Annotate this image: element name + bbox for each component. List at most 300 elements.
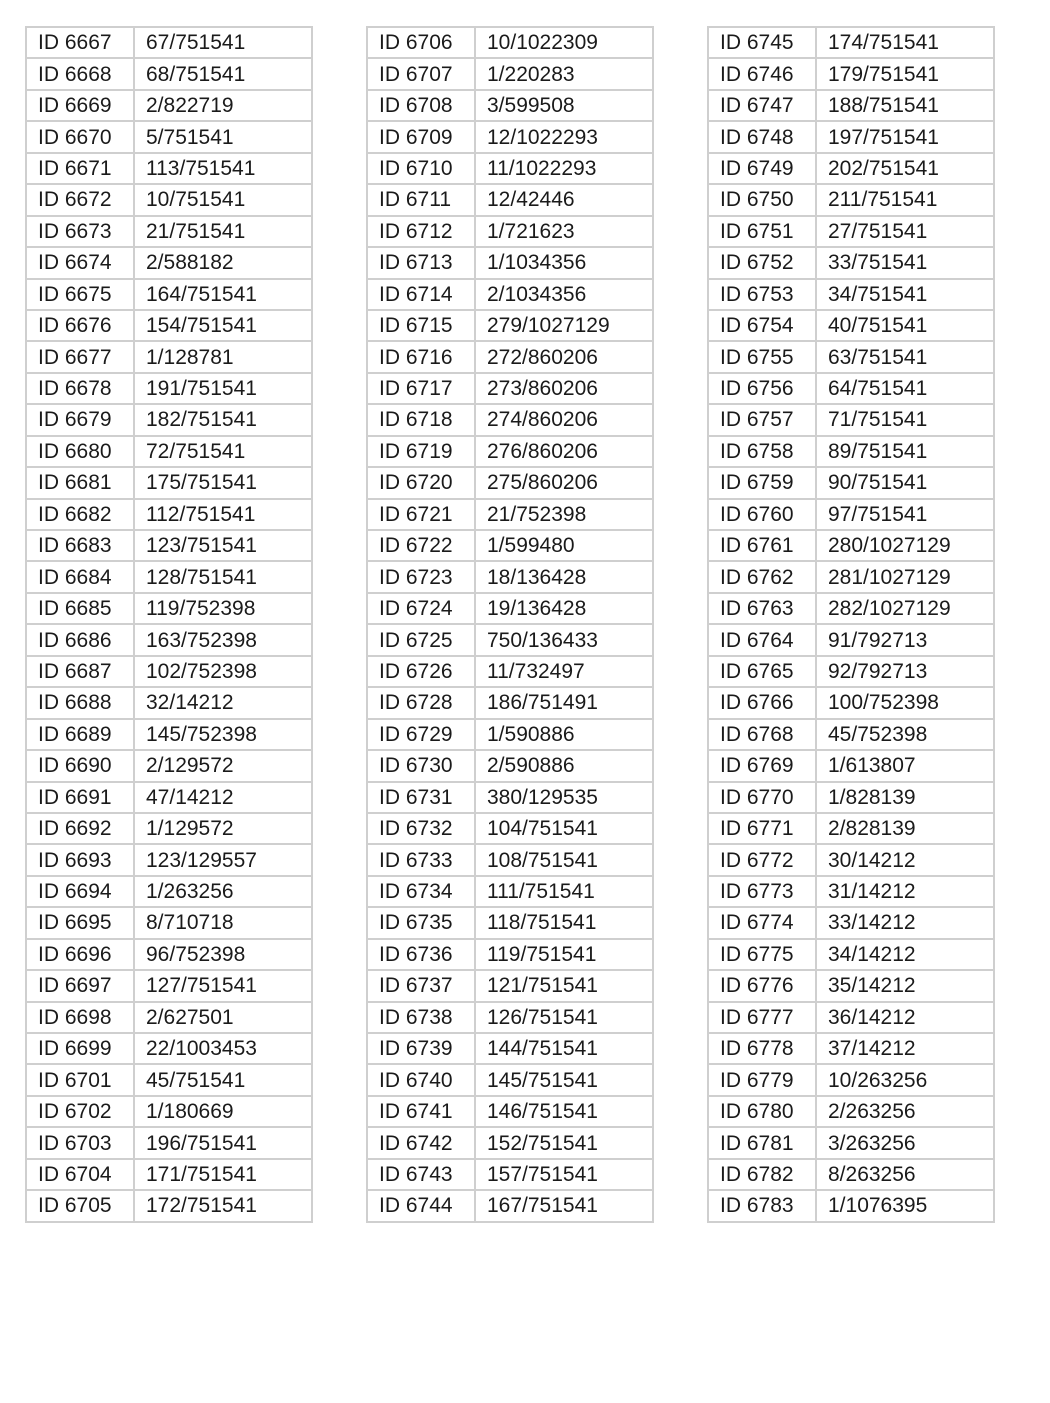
table-row	[26, 656, 312, 687]
id-cell: ID 6680	[26, 436, 134, 467]
table-row	[708, 782, 994, 813]
id-cell: ID 6702	[26, 1096, 134, 1127]
table-row	[367, 593, 653, 624]
reference-cell: 145/751541	[475, 1064, 653, 1095]
reference-cell: 96/752398	[134, 939, 312, 970]
table-row	[708, 876, 994, 907]
reference-cell: 11/732497	[475, 656, 653, 687]
reference-cell: 282/1027129	[816, 593, 994, 624]
id-cell: ID 6686	[26, 624, 134, 655]
reference-cell: 164/751541	[134, 279, 312, 310]
id-table-middle	[366, 26, 654, 1223]
reference-cell: 35/14212	[816, 970, 994, 1001]
id-cell: ID 6675	[26, 279, 134, 310]
table-row	[26, 1159, 312, 1190]
table-row	[367, 970, 653, 1001]
table-row	[26, 750, 312, 781]
table-row	[26, 436, 312, 467]
id-cell: ID 6695	[26, 907, 134, 938]
table-row	[708, 341, 994, 372]
table-row	[26, 467, 312, 498]
reference-cell: 45/752398	[816, 719, 994, 750]
id-cell: ID 6699	[26, 1033, 134, 1064]
table-row	[367, 90, 653, 121]
id-cell: ID 6746	[708, 58, 816, 89]
id-cell: ID 6691	[26, 782, 134, 813]
id-cell: ID 6690	[26, 750, 134, 781]
table-row	[367, 1127, 653, 1158]
id-cell: ID 6738	[367, 1002, 475, 1033]
id-cell: ID 6706	[367, 27, 475, 58]
table-row	[708, 970, 994, 1001]
table-row	[26, 1033, 312, 1064]
reference-cell: 21/751541	[134, 216, 312, 247]
id-cell: ID 6768	[708, 719, 816, 750]
id-cell: ID 6782	[708, 1159, 816, 1190]
table-row	[708, 184, 994, 215]
reference-cell: 145/752398	[134, 719, 312, 750]
table-row	[708, 1127, 994, 1158]
table-row	[367, 499, 653, 530]
table-row	[708, 58, 994, 89]
id-cell: ID 6729	[367, 719, 475, 750]
id-cell: ID 6681	[26, 467, 134, 498]
table-row	[708, 90, 994, 121]
id-cell: ID 6771	[708, 813, 816, 844]
reference-cell: 34/751541	[816, 279, 994, 310]
reference-cell: 31/14212	[816, 876, 994, 907]
table-row	[367, 844, 653, 875]
table-row	[26, 907, 312, 938]
reference-cell: 89/751541	[816, 436, 994, 467]
table-row	[367, 1190, 653, 1221]
id-cell: ID 6734	[367, 876, 475, 907]
id-cell: ID 6754	[708, 310, 816, 341]
table-row	[26, 279, 312, 310]
reference-cell: 12/1022293	[475, 121, 653, 152]
id-cell: ID 6723	[367, 561, 475, 592]
id-cell: ID 6710	[367, 153, 475, 184]
table-row	[708, 719, 994, 750]
reference-cell: 202/751541	[816, 153, 994, 184]
reference-cell: 97/751541	[816, 499, 994, 530]
reference-cell: 274/860206	[475, 404, 653, 435]
reference-cell: 108/751541	[475, 844, 653, 875]
id-cell: ID 6783	[708, 1190, 816, 1221]
reference-cell: 126/751541	[475, 1002, 653, 1033]
reference-cell: 174/751541	[816, 27, 994, 58]
table-row	[367, 1159, 653, 1190]
id-cell: ID 6747	[708, 90, 816, 121]
id-cell: ID 6732	[367, 813, 475, 844]
id-cell: ID 6772	[708, 844, 816, 875]
reference-cell: 273/860206	[475, 373, 653, 404]
id-cell: ID 6773	[708, 876, 816, 907]
table-row	[708, 121, 994, 152]
id-cell: ID 6758	[708, 436, 816, 467]
table-row	[367, 467, 653, 498]
id-cell: ID 6701	[26, 1064, 134, 1095]
reference-cell: 154/751541	[134, 310, 312, 341]
reference-cell: 2/588182	[134, 247, 312, 278]
reference-cell: 157/751541	[475, 1159, 653, 1190]
table-row	[26, 939, 312, 970]
id-cell: ID 6712	[367, 216, 475, 247]
reference-cell: 32/14212	[134, 687, 312, 718]
table-row	[708, 1190, 994, 1221]
reference-cell: 2/1034356	[475, 279, 653, 310]
id-cell: ID 6765	[708, 656, 816, 687]
id-cell: ID 6770	[708, 782, 816, 813]
reference-cell: 30/14212	[816, 844, 994, 875]
table-row	[367, 121, 653, 152]
id-cell: ID 6683	[26, 530, 134, 561]
reference-cell: 63/751541	[816, 341, 994, 372]
reference-cell: 113/751541	[134, 153, 312, 184]
table-row	[367, 656, 653, 687]
table-row	[367, 153, 653, 184]
table-row	[367, 436, 653, 467]
id-cell: ID 6715	[367, 310, 475, 341]
reference-cell: 34/14212	[816, 939, 994, 970]
reference-cell: 10/263256	[816, 1064, 994, 1095]
reference-cell: 123/129557	[134, 844, 312, 875]
table-row	[708, 404, 994, 435]
reference-cell: 67/751541	[134, 27, 312, 58]
table-row	[367, 907, 653, 938]
id-cell: ID 6763	[708, 593, 816, 624]
table-row	[708, 750, 994, 781]
table-row	[367, 939, 653, 970]
id-cell: ID 6697	[26, 970, 134, 1001]
table-row	[708, 27, 994, 58]
reference-cell: 33/14212	[816, 907, 994, 938]
reference-cell: 37/14212	[816, 1033, 994, 1064]
table-row	[367, 876, 653, 907]
reference-cell: 33/751541	[816, 247, 994, 278]
id-cell: ID 6736	[367, 939, 475, 970]
id-cell: ID 6780	[708, 1096, 816, 1127]
reference-cell: 281/1027129	[816, 561, 994, 592]
table-row	[26, 373, 312, 404]
id-cell: ID 6667	[26, 27, 134, 58]
table-row	[26, 1064, 312, 1095]
table-row	[708, 561, 994, 592]
table-row	[367, 184, 653, 215]
reference-cell: 152/751541	[475, 1127, 653, 1158]
id-cell: ID 6670	[26, 121, 134, 152]
table-row	[708, 1002, 994, 1033]
reference-cell: 186/751491	[475, 687, 653, 718]
reference-cell: 2/822719	[134, 90, 312, 121]
id-cell: ID 6730	[367, 750, 475, 781]
reference-cell: 1/180669	[134, 1096, 312, 1127]
reference-cell: 1/220283	[475, 58, 653, 89]
table-row	[708, 1033, 994, 1064]
table-row	[367, 561, 653, 592]
id-cell: ID 6685	[26, 593, 134, 624]
table-row	[367, 216, 653, 247]
reference-cell: 2/627501	[134, 1002, 312, 1033]
id-cell: ID 6718	[367, 404, 475, 435]
table-row	[708, 907, 994, 938]
table-row	[708, 310, 994, 341]
id-cell: ID 6744	[367, 1190, 475, 1221]
id-cell: ID 6672	[26, 184, 134, 215]
reference-cell: 276/860206	[475, 436, 653, 467]
table-row	[26, 499, 312, 530]
table-row	[708, 530, 994, 561]
table-row	[26, 782, 312, 813]
reference-cell: 196/751541	[134, 1127, 312, 1158]
reference-cell: 1/1076395	[816, 1190, 994, 1221]
id-cell: ID 6721	[367, 499, 475, 530]
table-row	[708, 436, 994, 467]
id-cell: ID 6689	[26, 719, 134, 750]
table-row	[708, 216, 994, 247]
reference-cell: 191/751541	[134, 373, 312, 404]
id-cell: ID 6769	[708, 750, 816, 781]
id-cell: ID 6707	[367, 58, 475, 89]
id-cell: ID 6762	[708, 561, 816, 592]
reference-cell: 10/1022309	[475, 27, 653, 58]
reference-cell: 45/751541	[134, 1064, 312, 1095]
reference-cell: 1/128781	[134, 341, 312, 372]
id-cell: ID 6778	[708, 1033, 816, 1064]
table-row	[26, 1002, 312, 1033]
id-cell: ID 6750	[708, 184, 816, 215]
table-row	[367, 813, 653, 844]
table-row	[708, 247, 994, 278]
reference-cell: 275/860206	[475, 467, 653, 498]
reference-cell: 175/751541	[134, 467, 312, 498]
id-cell: ID 6781	[708, 1127, 816, 1158]
table-row	[26, 1127, 312, 1158]
table-row	[367, 1033, 653, 1064]
reference-cell: 279/1027129	[475, 310, 653, 341]
table-row	[708, 656, 994, 687]
table-row	[708, 1096, 994, 1127]
id-cell: ID 6753	[708, 279, 816, 310]
id-cell: ID 6674	[26, 247, 134, 278]
reference-cell: 380/129535	[475, 782, 653, 813]
reference-cell: 211/751541	[816, 184, 994, 215]
reference-cell: 144/751541	[475, 1033, 653, 1064]
table-row	[26, 561, 312, 592]
id-cell: ID 6668	[26, 58, 134, 89]
reference-cell: 111/751541	[475, 876, 653, 907]
id-cell: ID 6696	[26, 939, 134, 970]
id-cell: ID 6711	[367, 184, 475, 215]
id-cell: ID 6777	[708, 1002, 816, 1033]
reference-cell: 179/751541	[816, 58, 994, 89]
id-cell: ID 6745	[708, 27, 816, 58]
reference-cell: 1/590886	[475, 719, 653, 750]
table-row	[708, 153, 994, 184]
id-cell: ID 6740	[367, 1064, 475, 1095]
id-cell: ID 6671	[26, 153, 134, 184]
id-cell: ID 6717	[367, 373, 475, 404]
reference-cell: 90/751541	[816, 467, 994, 498]
table-row	[708, 1064, 994, 1095]
id-cell: ID 6756	[708, 373, 816, 404]
id-cell: ID 6684	[26, 561, 134, 592]
table-row	[26, 121, 312, 152]
reference-cell: 40/751541	[816, 310, 994, 341]
reference-cell: 36/14212	[816, 1002, 994, 1033]
table-row	[367, 530, 653, 561]
id-cell: ID 6733	[367, 844, 475, 875]
reference-cell: 167/751541	[475, 1190, 653, 1221]
table-row	[708, 373, 994, 404]
id-cell: ID 6726	[367, 656, 475, 687]
id-cell: ID 6705	[26, 1190, 134, 1221]
id-cell: ID 6698	[26, 1002, 134, 1033]
reference-cell: 1/263256	[134, 876, 312, 907]
id-cell: ID 6764	[708, 624, 816, 655]
id-cell: ID 6682	[26, 499, 134, 530]
reference-cell: 8/263256	[816, 1159, 994, 1190]
reference-cell: 188/751541	[816, 90, 994, 121]
id-cell: ID 6719	[367, 436, 475, 467]
table-row	[26, 90, 312, 121]
id-cell: ID 6673	[26, 216, 134, 247]
reference-cell: 272/860206	[475, 341, 653, 372]
id-cell: ID 6676	[26, 310, 134, 341]
id-cell: ID 6739	[367, 1033, 475, 1064]
table-row	[26, 624, 312, 655]
id-cell: ID 6713	[367, 247, 475, 278]
table-row	[26, 970, 312, 1001]
table-row	[367, 404, 653, 435]
id-cell: ID 6775	[708, 939, 816, 970]
id-cell: ID 6704	[26, 1159, 134, 1190]
reference-cell: 8/710718	[134, 907, 312, 938]
reference-cell: 146/751541	[475, 1096, 653, 1127]
id-cell: ID 6728	[367, 687, 475, 718]
table-row	[26, 341, 312, 372]
id-cell: ID 6752	[708, 247, 816, 278]
table-row	[708, 687, 994, 718]
table-row	[367, 341, 653, 372]
id-cell: ID 6678	[26, 373, 134, 404]
reference-cell: 1/721623	[475, 216, 653, 247]
id-cell: ID 6724	[367, 593, 475, 624]
reference-cell: 64/751541	[816, 373, 994, 404]
table-row	[26, 844, 312, 875]
id-cell: ID 6743	[367, 1159, 475, 1190]
reference-cell: 47/14212	[134, 782, 312, 813]
table-row	[708, 593, 994, 624]
id-cell: ID 6688	[26, 687, 134, 718]
reference-cell: 2/828139	[816, 813, 994, 844]
reference-cell: 128/751541	[134, 561, 312, 592]
table-row	[367, 247, 653, 278]
id-cell: ID 6731	[367, 782, 475, 813]
table-row	[367, 782, 653, 813]
table-row	[367, 279, 653, 310]
reference-cell: 71/751541	[816, 404, 994, 435]
reference-cell: 172/751541	[134, 1190, 312, 1221]
id-cell: ID 6716	[367, 341, 475, 372]
table-row	[26, 184, 312, 215]
reference-cell: 1/599480	[475, 530, 653, 561]
id-cell: ID 6737	[367, 970, 475, 1001]
id-cell: ID 6714	[367, 279, 475, 310]
table-row	[367, 1064, 653, 1095]
table-row	[26, 530, 312, 561]
id-cell: ID 6708	[367, 90, 475, 121]
reference-cell: 750/136433	[475, 624, 653, 655]
id-cell: ID 6687	[26, 656, 134, 687]
table-row	[708, 939, 994, 970]
id-cell: ID 6741	[367, 1096, 475, 1127]
table-body	[367, 27, 653, 1222]
table-row	[26, 404, 312, 435]
reference-cell: 2/263256	[816, 1096, 994, 1127]
table-row	[708, 499, 994, 530]
reference-cell: 104/751541	[475, 813, 653, 844]
reference-cell: 2/590886	[475, 750, 653, 781]
table-row	[26, 813, 312, 844]
id-cell: ID 6677	[26, 341, 134, 372]
table-row	[367, 373, 653, 404]
id-cell: ID 6742	[367, 1127, 475, 1158]
table-row	[367, 27, 653, 58]
reference-cell: 119/751541	[475, 939, 653, 970]
id-cell: ID 6779	[708, 1064, 816, 1095]
id-cell: ID 6757	[708, 404, 816, 435]
table-row	[26, 1096, 312, 1127]
reference-cell: 27/751541	[816, 216, 994, 247]
table-row	[708, 813, 994, 844]
id-cell: ID 6725	[367, 624, 475, 655]
id-cell: ID 6693	[26, 844, 134, 875]
table-row	[367, 719, 653, 750]
reference-cell: 123/751541	[134, 530, 312, 561]
table-row	[26, 310, 312, 341]
reference-cell: 11/1022293	[475, 153, 653, 184]
reference-cell: 10/751541	[134, 184, 312, 215]
id-cell: ID 6760	[708, 499, 816, 530]
reference-cell: 3/263256	[816, 1127, 994, 1158]
reference-cell: 21/752398	[475, 499, 653, 530]
reference-cell: 163/752398	[134, 624, 312, 655]
table-row	[26, 687, 312, 718]
table-row	[26, 247, 312, 278]
reference-cell: 100/752398	[816, 687, 994, 718]
table-row	[367, 1096, 653, 1127]
table-row	[26, 153, 312, 184]
id-cell: ID 6720	[367, 467, 475, 498]
id-cell: ID 6703	[26, 1127, 134, 1158]
reference-cell: 121/751541	[475, 970, 653, 1001]
id-cell: ID 6776	[708, 970, 816, 1001]
table-row	[26, 593, 312, 624]
table-row	[367, 58, 653, 89]
table-row	[26, 27, 312, 58]
reference-cell: 119/752398	[134, 593, 312, 624]
reference-cell: 91/792713	[816, 624, 994, 655]
id-cell: ID 6709	[367, 121, 475, 152]
id-table-right	[707, 26, 995, 1223]
table-row	[367, 687, 653, 718]
table-row	[367, 1002, 653, 1033]
id-cell: ID 6766	[708, 687, 816, 718]
table-row	[26, 719, 312, 750]
reference-cell: 280/1027129	[816, 530, 994, 561]
reference-cell: 92/792713	[816, 656, 994, 687]
